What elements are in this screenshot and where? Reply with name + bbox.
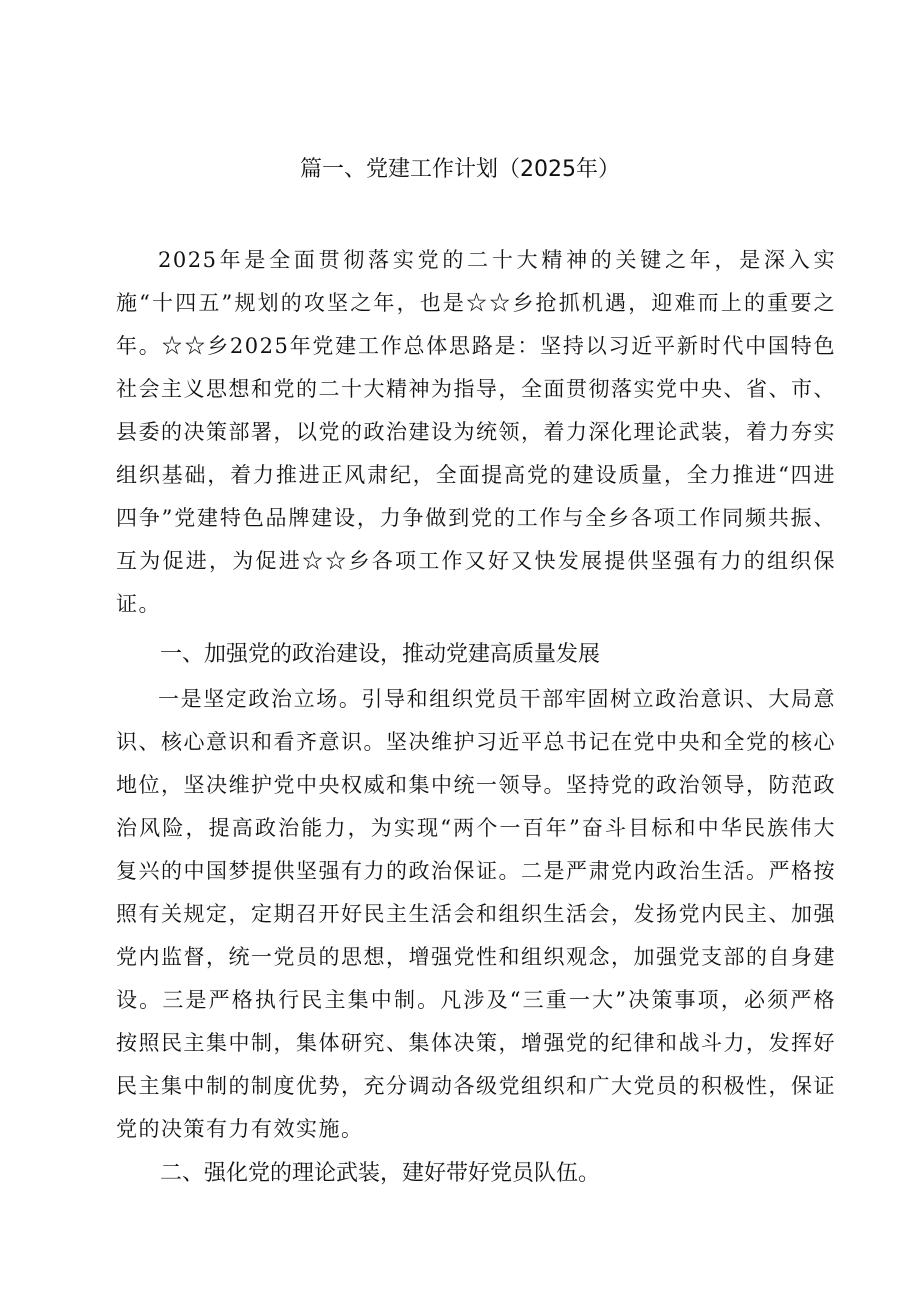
section-1-paragraph: 一是坚定政治立场。引导和组织党员干部牢固树立政治意识、大局意识、核心意识和看齐意识。坚决维护习近平总书记在党中央和全党的核心地位，坚决维护党中央权威和集中统一领导。坚持党的政治领导，防范政治风险，提高政治能力，为实现“两个一百年”奋斗目标和中华民族伟大复兴的中国梦提供坚强有力的政治保证。二是严肃党内政治生活。严格按照有关规定，定期召开好民主生活会和组织生活会，发扬党内民主、加强党内监督，统一党员的思想，增强党性和组织观念，加强党支部的自身建设。三是严格执行民主集中制。凡涉及“三重一大”决策事项，必须严格按照民主集中制，集体研究、集体决策，增强党的纪律和战斗力，发挥好民主集中制的制度优势，充分调动各级党组织和广大党员的积极性，保证党的决策有力有效实施。 <box>116 687 836 1141</box>
intro-paragraph: 2025年是全面贯彻落实党的二十大精神的关键之年，是深入实施“十四五”规划的攻坚之年，也是☆☆乡抢抓机遇，迎难而上的重要之年。☆☆乡2025年党建工作总体思路是：坚持以习近平新时代中国特色社会主义思想和党的二十大精神为指导，全面贯彻落实党中央、省、市、县委的决策部署，以党的政治建设为统领，着力深化理论武装，着力夯实组织基础，着力推进正风肃纪，全面提高党的建设质量，全力推进“四进四争”党建特色品牌建设，力争做到党的工作与全乡各项工作同频共振、互为促进，为促进☆☆乡各项工作又好又快发展提供坚强有力的组织保证。 <box>116 248 836 616</box>
section-heading-2: 二、强化党的理论武装，建好带好党员队伍。 <box>160 1161 601 1186</box>
section-heading-1: 一、加强党的政治建设，推动党建高质量发展 <box>160 642 601 667</box>
document-title: 篇一、党建工作计划（2025年） <box>300 157 620 182</box>
